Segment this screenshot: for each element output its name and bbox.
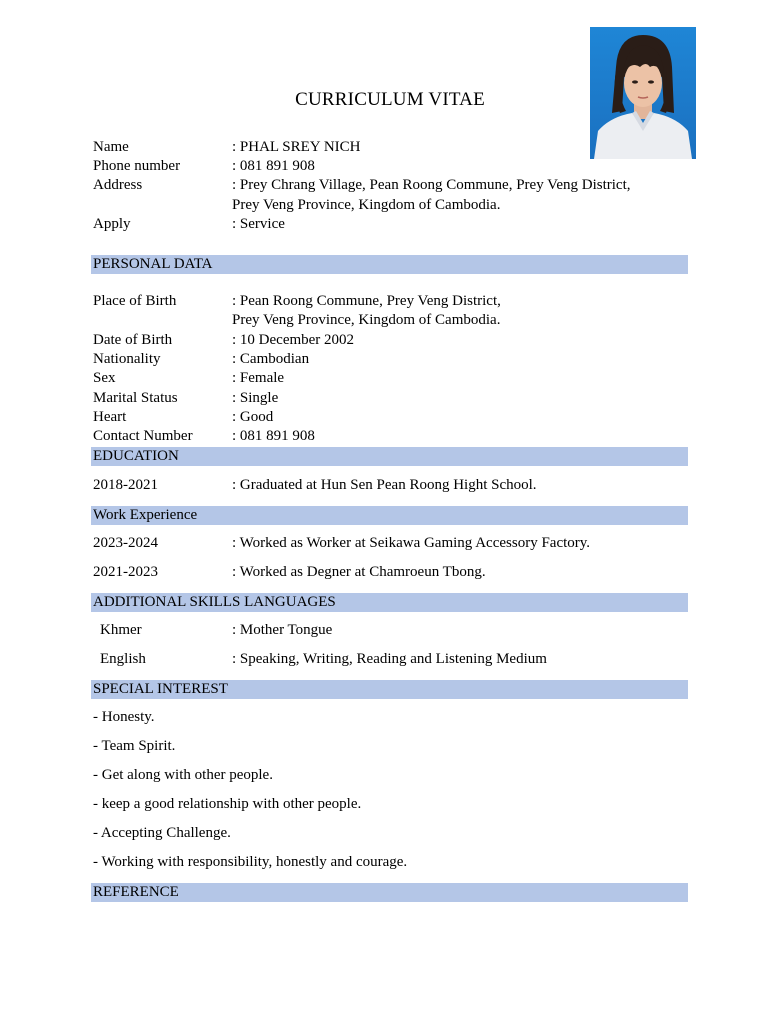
place-of-birth-value-line2: Prey Veng Province, Kingdom of Cambodia. <box>232 312 501 328</box>
apply-value: : Service <box>232 216 285 232</box>
interest-item: - Accepting Challenge. <box>93 825 231 841</box>
interest-item: - Honesty. <box>93 709 155 725</box>
phone-label: Phone number <box>93 158 181 174</box>
marital-status-value: : Single <box>232 390 279 406</box>
interest-item: - Get along with other people. <box>93 767 273 783</box>
name-label: Name <box>93 139 129 155</box>
date-of-birth-label: Date of Birth <box>93 332 173 348</box>
name-value: : PHAL SREY NICH <box>232 139 361 155</box>
nationality-label: Nationality <box>93 351 161 367</box>
place-of-birth-value: : Pean Roong Commune, Prey Veng District, <box>232 293 501 309</box>
language-khmer-label: Khmer <box>100 622 142 638</box>
language-english-level: : Speaking, Writing, Reading and Listening Medium <box>232 651 547 667</box>
education-period: 2018-2021 <box>93 477 158 493</box>
nationality-value: : Cambodian <box>232 351 310 367</box>
language-khmer-level: : Mother Tongue <box>232 622 333 638</box>
address-value-line2: Prey Veng Province, Kingdom of Cambodia. <box>232 197 501 213</box>
address-value: : Prey Chrang Village, Pean Roong Commune, Prey Veng District, <box>232 177 631 193</box>
heart-label: Heart <box>93 409 127 425</box>
work-description-2: : Worked as Degner at Chamroeun Tbong. <box>232 564 486 580</box>
page-title: CURRICULUM VITAE <box>295 89 485 110</box>
apply-label: Apply <box>93 216 131 232</box>
section-heading-special-interest: SPECIAL INTEREST <box>91 680 688 699</box>
heart-value: : Good <box>232 409 274 425</box>
section-heading-skills-languages: ADDITIONAL SKILLS LANGUAGES <box>91 593 688 612</box>
section-heading-work-experience: Work Experience <box>91 506 688 525</box>
phone-value: : 081 891 908 <box>232 158 315 174</box>
contact-number-label: Contact Number <box>93 428 193 444</box>
contact-number-value: : 081 891 908 <box>232 428 315 444</box>
sex-label: Sex <box>93 370 116 386</box>
education-description: : Graduated at Hun Sen Pean Roong Hight School. <box>232 477 537 493</box>
work-period-1: 2023-2024 <box>93 535 158 551</box>
interest-item: - Team Spirit. <box>93 738 176 754</box>
interest-item: - Working with responsibility, honestly and courage. <box>93 854 408 870</box>
work-period-2: 2021-2023 <box>93 564 158 580</box>
section-heading-education: EDUCATION <box>91 447 688 466</box>
date-of-birth-value: : 10 December 2002 <box>232 332 355 348</box>
section-heading-reference: REFERENCE <box>91 883 688 902</box>
marital-status-label: Marital Status <box>93 390 178 406</box>
sex-value: : Female <box>232 370 285 386</box>
language-english-label: English <box>100 651 146 667</box>
address-label: Address <box>93 177 143 193</box>
work-description-1: : Worked as Worker at Seikawa Gaming Accessory Factory. <box>232 535 591 551</box>
interest-item: - keep a good relationship with other people. <box>93 796 362 812</box>
section-heading-personal-data: PERSONAL DATA <box>91 255 688 274</box>
place-of-birth-label: Place of Birth <box>93 293 177 309</box>
